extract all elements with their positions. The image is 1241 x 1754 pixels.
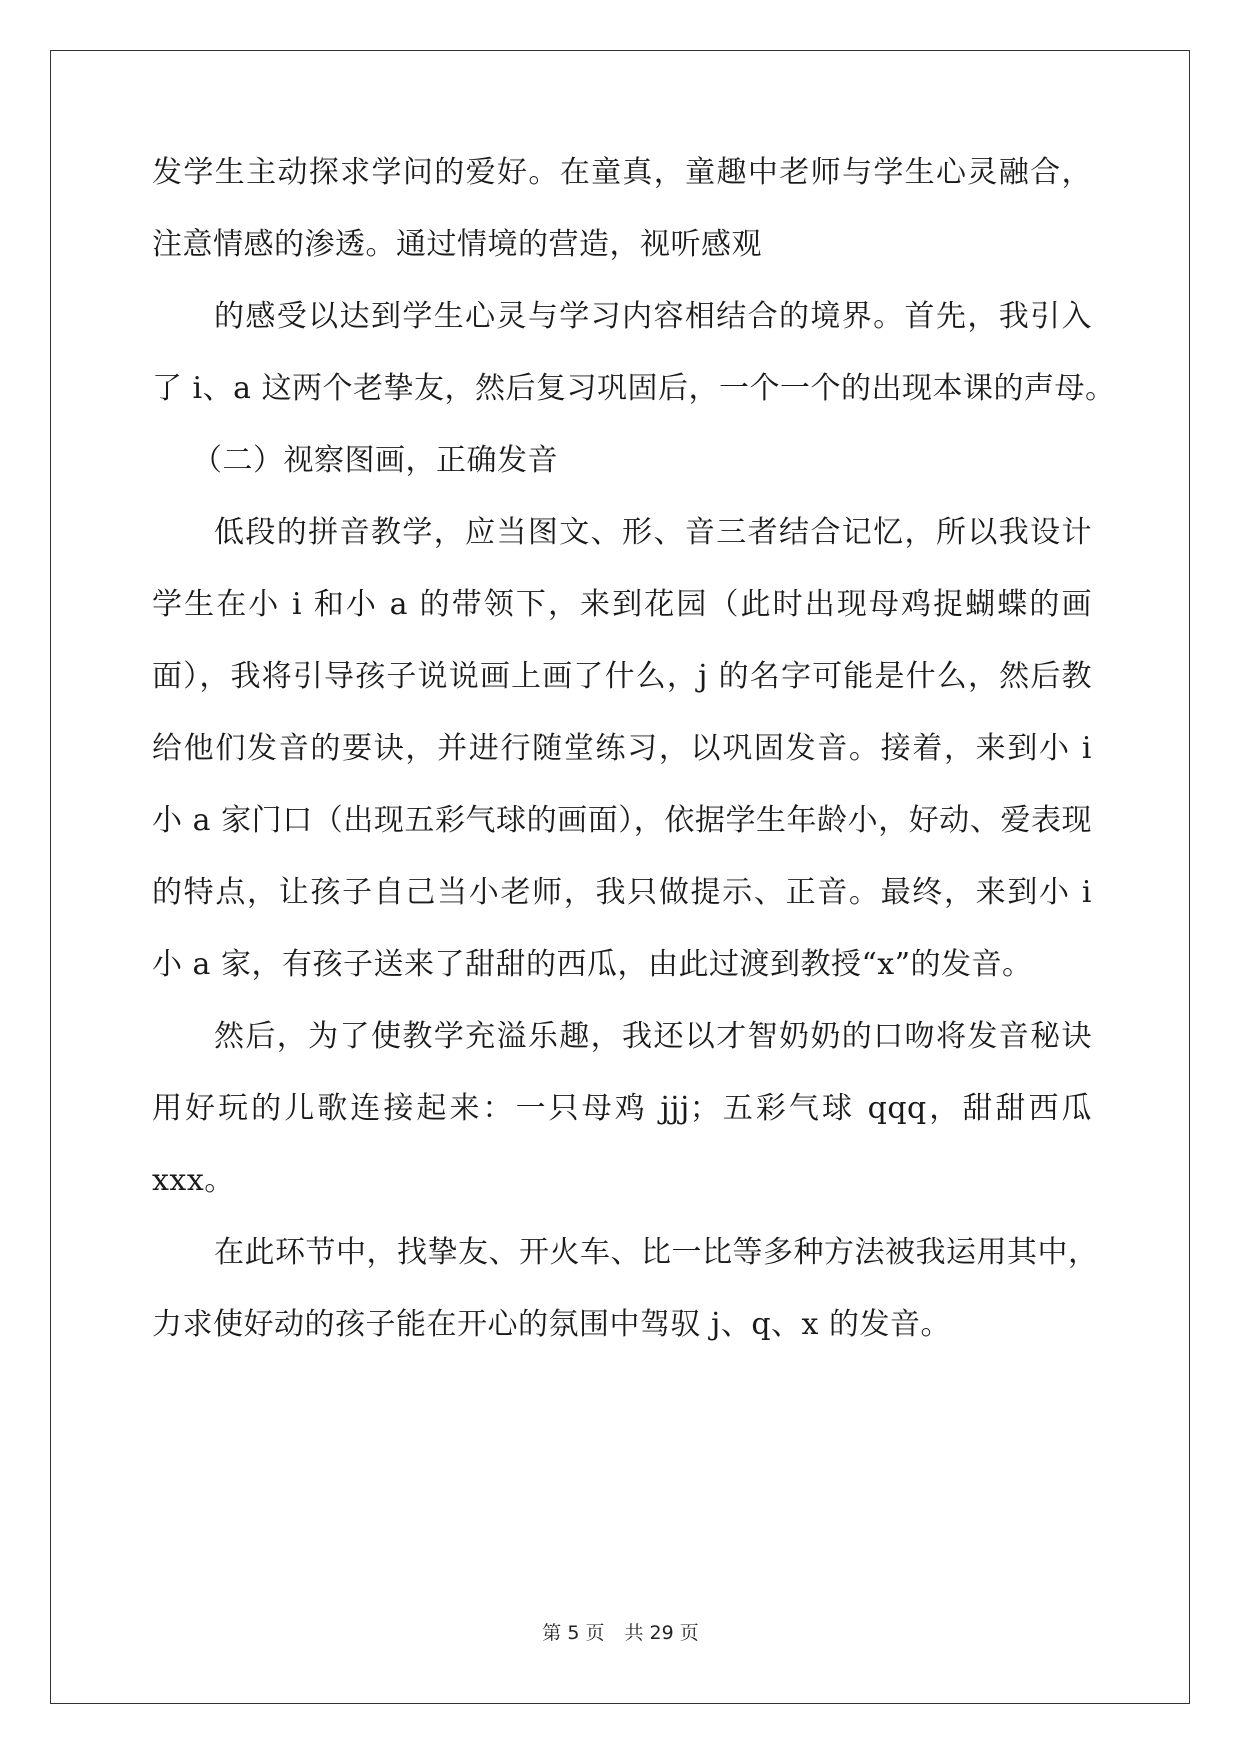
text-line: 用好玩的儿歌连接起来：一只母鸡 jjj；五彩气球 qqq，甜甜西瓜 bbox=[152, 1091, 1092, 1126]
text-line: 学生在小 i 和小 a 的带领下，来到花园（此时出现母鸡捉蝴蝶的画 bbox=[152, 587, 1092, 622]
text-line: 的感受以达到学生心灵与学习内容相结合的境界。首先，我引入 bbox=[214, 299, 1092, 334]
text-line: 在此环节中，找挚友、开火车、比一比等多种方法被我运用其中， bbox=[214, 1235, 1099, 1270]
text-line: 然后，为了使教学充溢乐趣，我还以才智奶奶的口吻将发音秘诀 bbox=[214, 1019, 1092, 1054]
text-line: 面），我将引导孩子说说画上画了什么，j 的名字可能是什么，然后教 bbox=[152, 659, 1092, 694]
text-line: 的特点，让孩子自己当小老师，我只做提示、正音。最终，来到小 i bbox=[152, 875, 1092, 910]
page-footer bbox=[0, 1618, 1241, 1645]
text-line: 小 a 家门口（出现五彩气球的画面），依据学生年龄小，好动、爱表现 bbox=[152, 803, 1092, 838]
text-line: 低段的拼音教学，应当图文、形、音三者结合记忆，所以我设计 bbox=[214, 515, 1092, 550]
page-total: 共 29 页 bbox=[624, 1622, 699, 1644]
text-line: xxx。 bbox=[152, 1163, 235, 1198]
text-line: 发学生主动探求学问的爱好。在童真，童趣中老师与学生心灵融合， bbox=[152, 155, 1092, 190]
page-number: 第 5 页 bbox=[542, 1622, 605, 1644]
text-line: 注意情感的渗透。通过情境的营造，视听感观 bbox=[152, 227, 762, 262]
text-line: 力求使好动的孩子能在开心的氛围中驾驭 j、q、x 的发音。 bbox=[152, 1307, 951, 1342]
section-heading: （二）视察图画，正确发音 bbox=[192, 443, 558, 478]
text-line: 小 a 家，有孩子送来了甜甜的西瓜，由此过渡到教授“x”的发音。 bbox=[152, 947, 1033, 982]
text-line: 了 i、a 这两个老挚友，然后复习巩固后，一个一个的出现本课的声母。 bbox=[152, 371, 1116, 406]
text-line: 给他们发音的要诀，并进行随堂练习，以巩固发音。接着，来到小 i bbox=[152, 731, 1092, 766]
